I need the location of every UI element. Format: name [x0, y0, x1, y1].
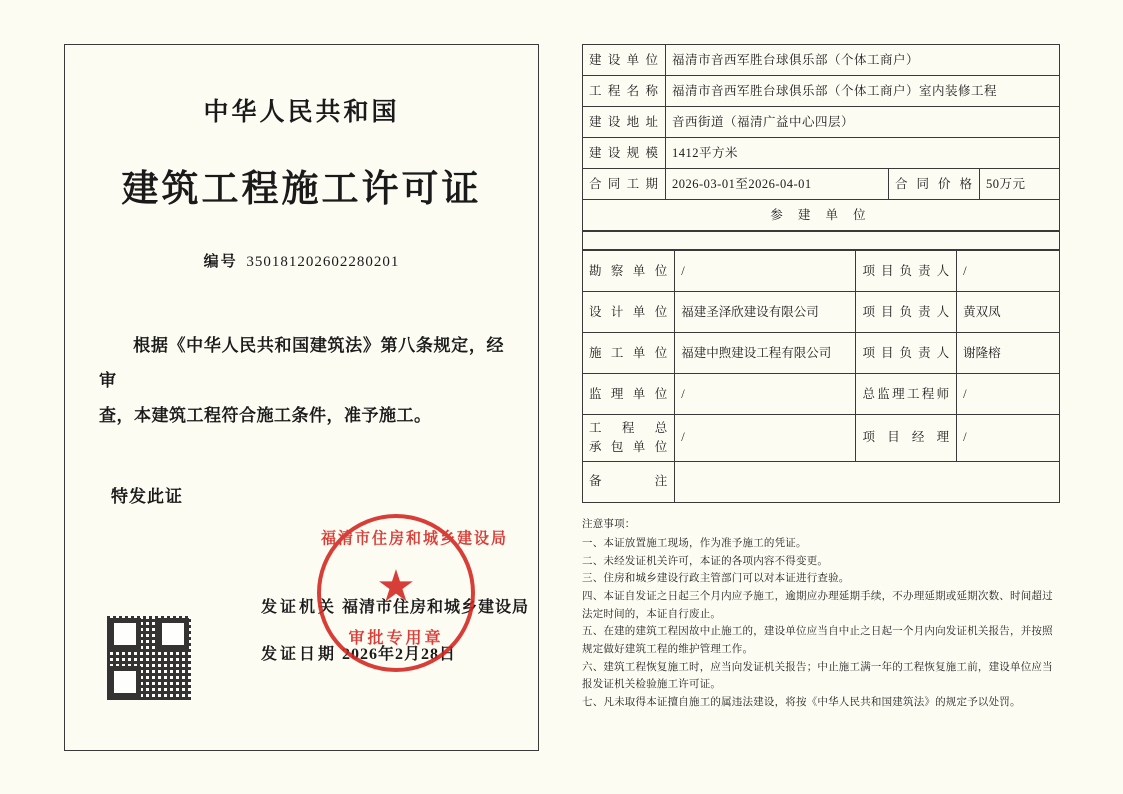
issue-date-label: 发证日期 — [261, 646, 338, 663]
general-contractor-label — [583, 415, 675, 462]
build-unit-label: 建设单位 — [583, 45, 666, 76]
construction-leader-value: 谢隆榕 — [957, 333, 1060, 374]
note-item: 五、在建的建筑工程因故中止施工的，建设单位应当自中止之日起一个月内向发证机关报告，并按照规定做好建筑工程的维护管理工作。 — [582, 626, 1053, 655]
certificate-panel — [64, 44, 539, 751]
certificate-body — [99, 329, 504, 434]
table-row — [583, 107, 1060, 138]
survey-leader-label: 项目负责人 — [856, 251, 957, 292]
table-row — [583, 138, 1060, 169]
build-unit-value: 福清市音西军胜台球俱乐部（个体工商户） — [666, 45, 1060, 76]
contract-price-label: 合同价格 — [889, 169, 980, 200]
design-unit-value: 福建圣泽欣建设有限公司 — [675, 292, 856, 333]
notes-block — [582, 516, 1060, 712]
design-leader-label: 项目负责人 — [856, 292, 957, 333]
table-row — [583, 333, 1060, 374]
note-item: 七、凡未取得本证擅自施工的属违法建设，将按《中华人民共和国建筑法》的规定予以处罚。 — [582, 696, 1021, 708]
issue-date-value: 2026年2月28日 — [342, 646, 457, 663]
seal-star-icon: ★ — [376, 562, 416, 611]
chief-supervisor-value: / — [957, 374, 1060, 415]
participants-table — [582, 250, 1060, 503]
certificate-number-label: 编号 — [203, 254, 238, 270]
table-row — [583, 461, 1060, 502]
supervision-unit-value: / — [675, 374, 856, 415]
table-row — [583, 374, 1060, 415]
participants-section-title: 参 建 单 位 — [583, 200, 1060, 231]
certificate-number-value: 350181202602280201 — [246, 254, 400, 270]
seal-arc-text: 福清市住房和城乡建设局 — [321, 530, 509, 548]
contract-period-label: 合同工期 — [583, 169, 666, 200]
note-item: 六、建筑工程恢复施工时，应当向发证机关报告；中止施工满一年的工程恢复施工前，建设单位应当报发证机关检验施工许可证。 — [582, 661, 1053, 691]
design-unit-label: 设计单位 — [583, 292, 675, 333]
note-item: 四、本证自发证之日起三个月内应予施工，逾期应办理延期手续，不办理延期或延期次数、时间超过法定时间的，本证自行废止。 — [582, 591, 1053, 620]
build-scale-value: 1412平方米 — [666, 138, 1060, 169]
certificate-title: 建筑工程施工许可证 — [121, 169, 482, 210]
qr-code — [107, 616, 191, 700]
table-row — [583, 45, 1060, 76]
build-address-value: 音西街道（福清广益中心四层） — [666, 107, 1060, 138]
note-item: 二、未经发证机关许可，本证的各项内容不得变更。 — [582, 555, 829, 567]
certificate-body-line2: 查，本建筑工程符合施工条件，准予施工。 — [99, 405, 432, 425]
note-item: 一、本证放置施工现场，作为准予施工的凭证。 — [582, 538, 807, 550]
certificate-body-line1: 根据《中华人民共和国建筑法》第八条规定，经审 — [99, 336, 504, 390]
remark-label: 备 注 — [583, 461, 675, 502]
remark-value — [675, 461, 1060, 502]
build-scale-label: 建设规模 — [583, 138, 666, 169]
table-row — [583, 251, 1060, 292]
survey-unit-value: / — [675, 251, 856, 292]
issue-date-row — [261, 641, 538, 664]
general-contractor-label-line2: 承包单位 — [589, 439, 669, 454]
seal-bottom-text: 审批专用章 — [348, 630, 444, 647]
chief-supervisor-label: 总监理工程师 — [856, 374, 957, 415]
supervision-unit-label: 监理单位 — [583, 374, 675, 415]
certificate-number-row — [65, 250, 538, 271]
issuer-value: 福清市住房和城乡建设局 — [342, 599, 530, 616]
construction-unit-value: 福建中煦建设工程有限公司 — [675, 333, 856, 374]
certificate-country: 中华人民共和国 — [203, 99, 400, 126]
contract-price-value: 50万元 — [980, 169, 1060, 200]
qr-finder-bottom-left — [109, 666, 141, 698]
issuer-row — [261, 594, 538, 617]
project-name-label: 工程名称 — [583, 76, 666, 107]
spacer-row — [583, 232, 1060, 250]
table-row — [583, 76, 1060, 107]
general-contractor-label-line1: 工 程 总 — [589, 421, 669, 435]
design-leader-value: 黄双凤 — [957, 292, 1060, 333]
note-item: 三、住房和城乡建设行政主管部门可以对本证进行查验。 — [582, 573, 850, 585]
spacer-table — [582, 231, 1060, 250]
notes-title: 注意事项： — [582, 518, 636, 530]
general-contractor-value: / — [675, 415, 856, 462]
issuer-label: 发证机关 — [261, 599, 338, 616]
construction-leader-label: 项目负责人 — [856, 333, 957, 374]
table-row — [583, 292, 1060, 333]
table-row — [583, 415, 1060, 462]
table-row — [583, 169, 1060, 200]
spacer-cell — [583, 232, 1060, 250]
survey-unit-label: 勘察单位 — [583, 251, 675, 292]
build-address-label: 建设地址 — [583, 107, 666, 138]
survey-leader-value: / — [957, 251, 1060, 292]
project-info-panel — [582, 44, 1060, 751]
project-info-table — [582, 44, 1060, 231]
contract-period-value: 2026-03-01至2026-04-01 — [666, 169, 889, 200]
project-manager-label: 项目经理 — [856, 415, 957, 462]
participants-section-header — [583, 200, 1060, 231]
construction-unit-label: 施工单位 — [583, 333, 675, 374]
project-manager-value: / — [957, 415, 1060, 462]
project-name-value: 福清市音西军胜台球俱乐部（个体工商户）室内装修工程 — [666, 76, 1060, 107]
certificate-issue-note: 特发此证 — [111, 486, 183, 506]
